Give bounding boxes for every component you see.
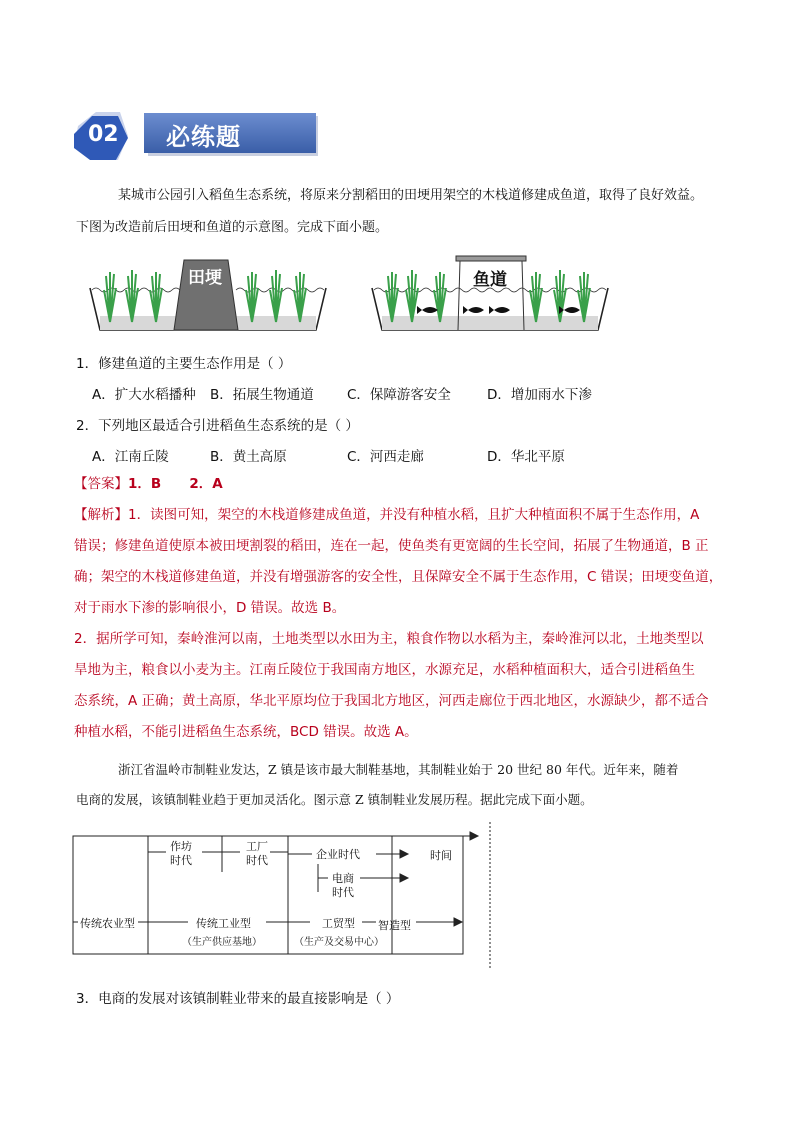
q2-stem: 2．下列地区最适合引进稻鱼生态系统的是（ ） xyxy=(76,418,359,434)
label-enterprise: 企业时代 xyxy=(316,848,360,861)
fishway-label: 鱼道 xyxy=(473,270,507,290)
q2-option-a: A．江南丘陵 xyxy=(92,449,169,465)
analysis-label: 【解析】 xyxy=(74,507,128,523)
section-banner xyxy=(70,108,330,166)
analysis-line: 错误；修建鱼道使原本被田埂割裂的稻田，连在一起，使鱼类有更宽阔的生长空间，拓展了生物通道，B 正 xyxy=(74,538,709,554)
label-industry-trade: 工贸型 xyxy=(322,917,355,930)
analysis-line: 1．读图可知，架空的木栈道修建成鱼道，并没有种植水稻，且扩大种植面积不属于生态作用，A xyxy=(128,507,700,523)
section-title: 必练题 xyxy=(166,123,241,151)
field-diagram-svg xyxy=(86,250,626,340)
analysis-block xyxy=(74,500,724,748)
figure-field-diagram xyxy=(86,250,626,340)
q1-option-a: A．扩大水稻播种 xyxy=(92,387,196,403)
label-workshop-1: 作坊 xyxy=(170,840,192,853)
q2-option-d: D．华北平原 xyxy=(487,449,565,465)
analysis-line: 旱地为主，粮食以小麦为主。江南丘陵位于我国南方地区，水源充足，水稻种植面积大，适合引进稻鱼生 xyxy=(74,662,695,678)
label-ecommerce-2: 时代 xyxy=(332,886,354,899)
answer-text: 1．B 2．A xyxy=(128,476,223,492)
label-factory xyxy=(246,840,268,868)
analysis-line: 种植水稻，不能引进稻鱼生态系统，BCD 错误。故选 A。 xyxy=(74,724,418,740)
answer-block xyxy=(74,469,223,500)
label-time: 时间 xyxy=(430,849,452,862)
passage2-line1: 浙江省温岭市制鞋业发达，Z 镇是该市最大制鞋基地，其制鞋业始于 20 世纪 80 年代。近年来，随着 xyxy=(118,762,679,777)
ridge-label: 田埂 xyxy=(188,268,222,288)
passage2-line2: 电商的发展，该镇制鞋业趋于更加灵活化。图示意 Z 镇制鞋业发展历程。据此完成下面小题。 xyxy=(76,792,593,807)
passage1-line1: 某城市公园引入稻鱼生态系统，将原来分割稻田的田埂用架空的木栈道修建成鱼道，取得了良好效益。 xyxy=(118,188,704,203)
label-traditional-ind-sub: （生产供应基地） xyxy=(182,937,262,948)
timeline-svg xyxy=(70,820,500,970)
section-number: 02 xyxy=(88,122,119,147)
q3-stem: 3．电商的发展对该镇制鞋业带来的最直接影响是（ ） xyxy=(76,991,400,1007)
label-factory-1: 工厂 xyxy=(246,840,268,853)
label-smart: 智造型 xyxy=(378,919,411,932)
label-traditional-ind: 传统工业型 xyxy=(196,917,251,930)
q1-option-d: D．增加雨水下渗 xyxy=(487,387,592,403)
q2-option-c: C．河西走廊 xyxy=(347,449,424,465)
label-ecommerce xyxy=(332,872,354,900)
analysis-line: 对于雨水下渗的影响很小，D 错误。故选 B。 xyxy=(74,600,346,616)
analysis-line: 态系统，A 正确；黄土高原，华北平原均位于我国北方地区，河西走廊位于西北地区，水源缺少，都不适合 xyxy=(74,693,709,709)
answer-label: 【答案】 xyxy=(74,476,128,492)
analysis-line: 确；架空的木栈道修建鱼道，并没有增强游客的安全性，且保障安全不属于生态作用，C 错误；田埂变鱼道， xyxy=(74,569,723,585)
q1-stem: 1．修建鱼道的主要生态作用是（ ） xyxy=(76,356,292,372)
label-industry-trade-sub: （生产及交易中心） xyxy=(294,937,384,948)
label-ecommerce-1: 电商 xyxy=(332,872,354,885)
q2-option-b: B．黄土高原 xyxy=(210,449,287,465)
passage1-line2: 下图为改造前后田埂和鱼道的示意图。完成下面小题。 xyxy=(76,220,389,235)
label-traditional-agri: 传统农业型 xyxy=(80,917,135,930)
label-workshop-2: 时代 xyxy=(170,854,192,867)
q1-option-b: B．拓展生物通道 xyxy=(210,387,314,403)
label-workshop xyxy=(170,840,192,868)
label-factory-2: 时代 xyxy=(246,854,268,867)
figure-shoe-industry-timeline xyxy=(70,820,500,970)
q1-option-c: C．保障游客安全 xyxy=(347,387,451,403)
analysis-line: 2．据所学可知，秦岭淮河以南，土地类型以水田为主，粮食作物以水稻为主，秦岭淮河以北，土地类型以 xyxy=(74,631,704,647)
